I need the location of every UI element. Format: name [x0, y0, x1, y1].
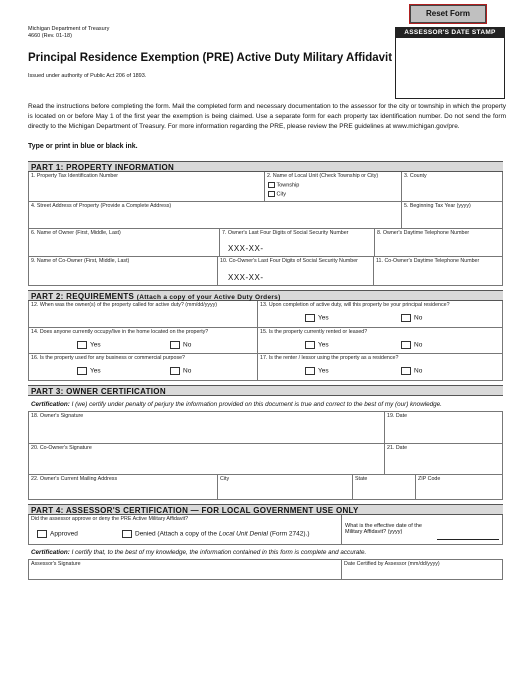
field-5-beginning-tax-year[interactable]	[402, 202, 503, 229]
q15-label: 15. Is the property currently rented or leased?	[260, 329, 368, 335]
q16-no	[170, 367, 191, 375]
instructions-text: Read the instructions before completing the form. Mail the completed form and necessary documentation to the assessor for the city or township in which the property is located on or before May 1 of the first year the exemption is being claimed. Use a separate form for each property tax identification number. Do not send the form directly to the Michigan Department of Treasury. For more information regarding the PRE, please review the PRE guidelines at www.michigan.gov/pre.	[28, 103, 506, 131]
field-20-coowner-signature[interactable]	[28, 444, 385, 475]
q13-yes	[305, 314, 329, 322]
question-14-cell	[28, 328, 258, 354]
denied-checkbox[interactable]	[122, 530, 132, 538]
approved-option	[37, 530, 78, 538]
denied-label-prefix: Denied (Attach a copy of the	[135, 530, 219, 538]
approved-checkbox[interactable]	[37, 530, 47, 538]
q16-no-checkbox[interactable]	[170, 367, 180, 375]
field-6-owner-name[interactable]	[28, 229, 220, 257]
field-4-label: 4. Street Address of Property (Provide a Complete Address)	[31, 203, 172, 209]
field-7-owner-ssn[interactable]	[220, 229, 375, 257]
question-13-cell	[258, 301, 503, 328]
approved-label: Approved	[50, 530, 78, 538]
owner-cert-text: I (we) certify under penalty of perjury the information provided on this document is true and correct to the best of my (our) knowledge.	[69, 401, 442, 408]
q14-label: 14. Does anyone currently occupy/live in the home located on the property?	[31, 329, 209, 335]
owner-ssn-prefix: XXX-XX-	[228, 244, 264, 253]
owner-certification-statement	[31, 401, 442, 408]
field-11-label: 11. Co-Owner's Daytime Telephone Number	[376, 258, 480, 264]
field-10-label: 10. Co-Owner's Last Four Digits of Social Security Number	[220, 258, 358, 264]
field-6-label: 6. Name of Owner (First, Middle, Last)	[31, 230, 121, 236]
q14-yes-label: Yes	[90, 341, 101, 349]
township-label: Township	[276, 182, 300, 189]
q17-no-checkbox[interactable]	[401, 367, 411, 375]
q17-yes-label: Yes	[318, 367, 329, 375]
assessor-date-stamp-box	[395, 27, 505, 99]
q15-yes-checkbox[interactable]	[305, 341, 315, 349]
coowner-ssn-prefix: XXX-XX-	[228, 273, 264, 282]
assessor-cert-text: I certify that, to the best of my knowledge, the information contained in this form is complete and accurate.	[69, 549, 367, 556]
q15-no-label: No	[414, 341, 423, 349]
q13-no-label: No	[414, 314, 423, 322]
ink-note: Type or print in blue or black ink.	[28, 143, 138, 150]
q14-yes	[77, 341, 101, 349]
denied-option	[122, 530, 310, 538]
zip-field-label: ZIP Code	[418, 476, 441, 482]
assessor-decision-cell	[28, 515, 342, 545]
agency-name: Michigan Department of Treasury	[28, 26, 110, 32]
question-17-cell	[258, 354, 503, 381]
mailing-state-field[interactable]	[353, 475, 416, 500]
date-stamp-header: ASSESSOR'S DATE STAMP	[396, 28, 504, 38]
field-11-coowner-phone[interactable]	[374, 257, 503, 286]
state-field-label: State	[355, 476, 368, 482]
assessor-cert-label: Certification:	[31, 549, 70, 556]
township-option	[268, 182, 299, 188]
q17-label: 17. Is the renter / lessor using the property as a residence?	[260, 355, 399, 361]
field-21-date[interactable]	[385, 444, 503, 475]
q15-yes-label: Yes	[318, 341, 329, 349]
question-16-cell	[28, 354, 258, 381]
q16-no-label: No	[183, 367, 192, 375]
field-1-property-tax-id[interactable]	[28, 172, 265, 202]
q12-label: 12. When was the owner(s) of the property called for active duty? (mm/dd/yyyy)	[31, 302, 218, 308]
form-number: 4660 (Rev. 01-18)	[28, 33, 72, 39]
field-2-label: 2. Name of Local Unit (Check Township or City)	[267, 173, 379, 179]
q14-no-checkbox[interactable]	[170, 341, 180, 349]
q17-yes-checkbox[interactable]	[305, 367, 315, 375]
q15-yes	[305, 341, 329, 349]
form-title: Principal Residence Exemption (PRE) Active Duty Military Affidavit	[28, 52, 393, 64]
part2-header	[28, 290, 503, 301]
field-9-label: 9. Name of Co-Owner (First, Middle, Last)	[31, 258, 130, 264]
q14-no	[170, 341, 191, 349]
question-15-cell	[258, 328, 503, 354]
field-10-coowner-ssn[interactable]	[218, 257, 374, 286]
part3-title: PART 3: OWNER CERTIFICATION	[31, 387, 166, 396]
q15-no	[401, 341, 422, 349]
part4-title: PART 4: ASSESSOR'S CERTIFICATION — FOR LOCAL GOVERNMENT USE ONLY	[31, 506, 359, 515]
date-certified-label: Date Certified by Assessor (mm/dd/yyyy)	[344, 561, 440, 567]
q14-no-label: No	[183, 341, 192, 349]
q17-no	[401, 367, 422, 375]
authority-note: Issued under authority of Public Act 206 of 1893.	[28, 73, 147, 79]
date-certified-field[interactable]	[342, 559, 503, 580]
q14-yes-checkbox[interactable]	[77, 341, 87, 349]
field-22-mailing-address[interactable]	[28, 475, 218, 500]
mailing-zip-field[interactable]	[416, 475, 503, 500]
part3-header	[28, 385, 503, 396]
part1-title: PART 1: PROPERTY INFORMATION	[31, 163, 175, 172]
field-7-label: 7. Owner's Last Four Digits of Social Security Number	[222, 230, 349, 236]
mailing-city-field[interactable]	[218, 475, 353, 500]
q15-no-checkbox[interactable]	[401, 341, 411, 349]
part2-title: PART 2: REQUIREMENTS	[31, 292, 135, 301]
question-12-cell[interactable]	[28, 301, 258, 328]
field-19-label: 19. Date	[387, 413, 408, 419]
effective-date-label: What is the effective date of the Military Affidavit? (yyyy)	[345, 523, 422, 536]
city-checkbox[interactable]	[268, 191, 275, 197]
effective-date-cell	[342, 515, 503, 545]
field-3-label: 3. County	[404, 173, 427, 179]
denied-label-suffix: (Form 2742).)	[267, 530, 310, 538]
q16-label: 16. Is the property used for any business or commercial purpose?	[31, 355, 185, 361]
city-field-label: City	[220, 476, 230, 482]
field-18-label: 18. Owner's Signature	[31, 413, 84, 419]
reset-form-button[interactable]: Reset Form	[410, 5, 486, 23]
q17-no-label: No	[414, 367, 423, 375]
field-9-coowner-name[interactable]	[28, 257, 218, 286]
field-8-label: 8. Owner's Daytime Telephone Number	[377, 230, 470, 236]
field-21-label: 21. Date	[387, 445, 408, 451]
field-5-label: 5. Beginning Tax Year (yyyy)	[404, 203, 471, 209]
assessor-certification-statement	[31, 549, 366, 556]
city-option	[268, 191, 286, 197]
q13-yes-label: Yes	[318, 314, 329, 322]
field-4-street-address[interactable]	[28, 202, 402, 229]
q16-yes-label: Yes	[90, 367, 101, 375]
q13-no-checkbox[interactable]	[401, 314, 411, 322]
part4-header	[28, 504, 503, 515]
assessor-signature-label: Assessor's Signature	[31, 561, 81, 567]
q17-yes	[305, 367, 329, 375]
q16-yes	[77, 367, 101, 375]
assessor-signature-field[interactable]	[28, 559, 342, 580]
part1-header	[28, 161, 503, 172]
denied-form-name: Local Unit Denial	[218, 530, 268, 538]
owner-cert-label: Certification:	[31, 401, 70, 408]
q13-no	[401, 314, 422, 322]
q13-yes-checkbox[interactable]	[305, 314, 315, 322]
q16-yes-checkbox[interactable]	[77, 367, 87, 375]
city-label: City	[276, 191, 287, 198]
approve-question-label: Did the assessor approve or deny the PRE Active Military Affidavit?	[31, 516, 189, 522]
field-1-label: 1. Property Tax Identification Number	[31, 173, 119, 179]
township-checkbox[interactable]	[268, 182, 275, 188]
field-18-owner-signature[interactable]	[28, 411, 385, 444]
field-8-owner-phone[interactable]	[375, 229, 503, 257]
effective-date-input-line[interactable]	[437, 538, 499, 540]
field-2-local-unit	[265, 172, 402, 202]
q13-label: 13. Upon completion of active duty, will this property be your principal residence?	[260, 302, 450, 308]
field-3-county[interactable]	[402, 172, 503, 202]
field-22-label: 22. Owner's Current Mailing Address	[31, 476, 118, 482]
field-19-date[interactable]	[385, 411, 503, 444]
part2-subtitle: (Attach a copy of your Active Duty Orders)	[136, 294, 281, 301]
field-20-label: 20. Co-Owner's Signature	[31, 445, 92, 451]
